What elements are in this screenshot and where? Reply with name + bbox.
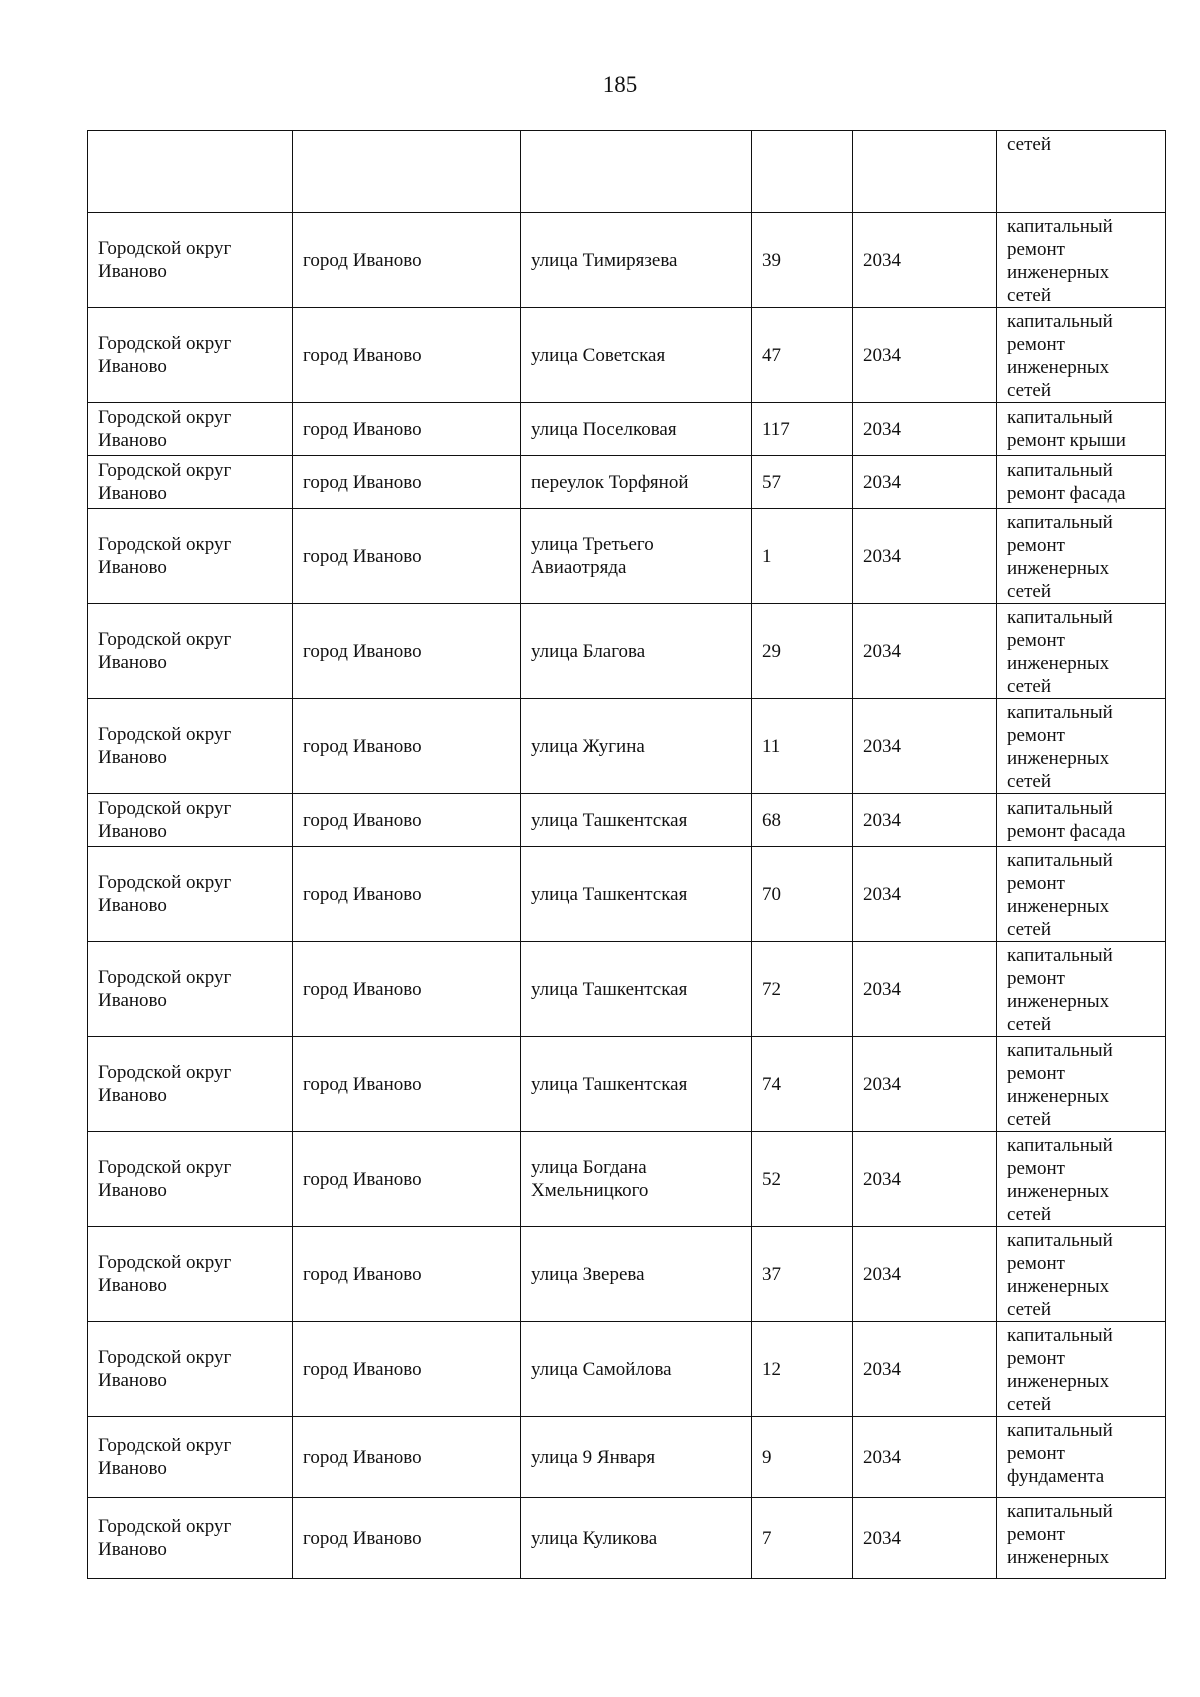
- cell-locality: город Иваново: [293, 1227, 521, 1322]
- table-row: [88, 1417, 1166, 1498]
- page-number: 185: [602, 72, 638, 97]
- cell-street: улица Жугина: [521, 699, 752, 794]
- cell-district: Городской округ Иваново: [88, 699, 293, 794]
- cell-house: 47: [752, 308, 853, 403]
- cell-locality: город Иваново: [293, 213, 521, 308]
- repair-schedule-table: [87, 130, 1166, 1579]
- cell-street: улица 9 Января: [521, 1417, 752, 1498]
- cell-year: 2034: [853, 847, 997, 942]
- cell-work: капитальный ремонт крыши: [997, 403, 1166, 456]
- cell-work: капитальный ремонт фасада: [997, 456, 1166, 509]
- cell-year: 2034: [853, 699, 997, 794]
- cell-year: 2034: [853, 1498, 997, 1579]
- table-row: [88, 509, 1166, 604]
- cell-house: 11: [752, 699, 853, 794]
- cell-year: 2034: [853, 1322, 997, 1417]
- cell-street: улица Ташкентская: [521, 794, 752, 847]
- cell-year: [853, 131, 997, 213]
- table-row: [88, 1227, 1166, 1322]
- cell-house: 1: [752, 509, 853, 604]
- cell-street: улица Ташкентская: [521, 847, 752, 942]
- cell-house: 9: [752, 1417, 853, 1498]
- cell-district: Городской округ Иваново: [88, 403, 293, 456]
- cell-district: Городской округ Иваново: [88, 1498, 293, 1579]
- cell-street: улица Благова: [521, 604, 752, 699]
- cell-district: Городской округ Иваново: [88, 456, 293, 509]
- cell-house: 7: [752, 1498, 853, 1579]
- cell-locality: город Иваново: [293, 308, 521, 403]
- table-row-continued: [88, 131, 1166, 213]
- cell-work: капитальный ремонт инженерных сетей: [997, 604, 1166, 699]
- cell-work: капитальный ремонт инженерных сетей: [997, 1322, 1166, 1417]
- cell-locality: город Иваново: [293, 1417, 521, 1498]
- table-row: [88, 308, 1166, 403]
- cell-house: 72: [752, 942, 853, 1037]
- cell-work: сетей: [997, 131, 1166, 213]
- table-row: [88, 403, 1166, 456]
- cell-locality: город Иваново: [293, 456, 521, 509]
- cell-locality: город Иваново: [293, 1037, 521, 1132]
- cell-house: 117: [752, 403, 853, 456]
- cell-house: 74: [752, 1037, 853, 1132]
- cell-street: улица Зверева: [521, 1227, 752, 1322]
- cell-district: Городской округ Иваново: [88, 308, 293, 403]
- table-row: [88, 456, 1166, 509]
- cell-locality: город Иваново: [293, 403, 521, 456]
- cell-house: 70: [752, 847, 853, 942]
- cell-district: Городской округ Иваново: [88, 604, 293, 699]
- cell-year: 2034: [853, 308, 997, 403]
- cell-street: [521, 131, 752, 213]
- cell-work: капитальный ремонт инженерных сетей: [997, 213, 1166, 308]
- table-row: [88, 1132, 1166, 1227]
- cell-house: 68: [752, 794, 853, 847]
- cell-house: 39: [752, 213, 853, 308]
- cell-district: Городской округ Иваново: [88, 509, 293, 604]
- cell-work: капитальный ремонт инженерных: [997, 1498, 1166, 1579]
- cell-work: капитальный ремонт инженерных сетей: [997, 1227, 1166, 1322]
- cell-street: улица Самойлова: [521, 1322, 752, 1417]
- cell-work: капитальный ремонт фасада: [997, 794, 1166, 847]
- cell-locality: город Иваново: [293, 1132, 521, 1227]
- cell-locality: город Иваново: [293, 699, 521, 794]
- table-row: [88, 604, 1166, 699]
- cell-house: 37: [752, 1227, 853, 1322]
- cell-work: капитальный ремонт инженерных сетей: [997, 1037, 1166, 1132]
- cell-street: улица Поселковая: [521, 403, 752, 456]
- cell-locality: город Иваново: [293, 794, 521, 847]
- cell-street: улица Тимирязева: [521, 213, 752, 308]
- cell-year: 2034: [853, 942, 997, 1037]
- cell-house: 12: [752, 1322, 853, 1417]
- cell-work: капитальный ремонт инженерных сетей: [997, 509, 1166, 604]
- table-row: [88, 699, 1166, 794]
- cell-year: 2034: [853, 1037, 997, 1132]
- cell-district: Городской округ Иваново: [88, 847, 293, 942]
- cell-year: 2034: [853, 794, 997, 847]
- cell-year: 2034: [853, 456, 997, 509]
- cell-district: Городской округ Иваново: [88, 794, 293, 847]
- table-row: [88, 1498, 1166, 1579]
- table-body: [88, 131, 1166, 1579]
- cell-street: улица Богдана Хмельницкого: [521, 1132, 752, 1227]
- cell-locality: город Иваново: [293, 847, 521, 942]
- cell-district: Городской округ Иваново: [88, 1037, 293, 1132]
- cell-street: улица Третьего Авиаотряда: [521, 509, 752, 604]
- cell-house: 52: [752, 1132, 853, 1227]
- cell-work: капитальный ремонт фундамента: [997, 1417, 1166, 1498]
- cell-locality: город Иваново: [293, 1322, 521, 1417]
- cell-street: улица Ташкентская: [521, 1037, 752, 1132]
- cell-work: капитальный ремонт инженерных сетей: [997, 942, 1166, 1037]
- cell-house: 57: [752, 456, 853, 509]
- cell-year: 2034: [853, 1227, 997, 1322]
- table-row: [88, 847, 1166, 942]
- cell-locality: [293, 131, 521, 213]
- cell-district: Городской округ Иваново: [88, 1417, 293, 1498]
- cell-district: Городской округ Иваново: [88, 1227, 293, 1322]
- cell-street: улица Куликова: [521, 1498, 752, 1579]
- table-row: [88, 213, 1166, 308]
- cell-locality: город Иваново: [293, 604, 521, 699]
- cell-year: 2034: [853, 604, 997, 699]
- cell-year: 2034: [853, 509, 997, 604]
- table-row: [88, 942, 1166, 1037]
- cell-locality: город Иваново: [293, 509, 521, 604]
- cell-district: Городской округ Иваново: [88, 1132, 293, 1227]
- cell-house: [752, 131, 853, 213]
- table-row: [88, 1037, 1166, 1132]
- cell-year: 2034: [853, 213, 997, 308]
- cell-street: улица Советская: [521, 308, 752, 403]
- cell-street: переулок Торфяной: [521, 456, 752, 509]
- cell-year: 2034: [853, 1132, 997, 1227]
- cell-district: Городской округ Иваново: [88, 1322, 293, 1417]
- cell-locality: город Иваново: [293, 1498, 521, 1579]
- cell-work: капитальный ремонт инженерных сетей: [997, 847, 1166, 942]
- cell-work: капитальный ремонт инженерных сетей: [997, 308, 1166, 403]
- cell-work: капитальный ремонт инженерных сетей: [997, 1132, 1166, 1227]
- cell-district: [88, 131, 293, 213]
- cell-district: Городской округ Иваново: [88, 213, 293, 308]
- table-row: [88, 1322, 1166, 1417]
- cell-locality: город Иваново: [293, 942, 521, 1037]
- cell-work: капитальный ремонт инженерных сетей: [997, 699, 1166, 794]
- table-row: [88, 794, 1166, 847]
- cell-year: 2034: [853, 1417, 997, 1498]
- cell-district: Городской округ Иваново: [88, 942, 293, 1037]
- cell-house: 29: [752, 604, 853, 699]
- cell-year: 2034: [853, 403, 997, 456]
- cell-street: улица Ташкентская: [521, 942, 752, 1037]
